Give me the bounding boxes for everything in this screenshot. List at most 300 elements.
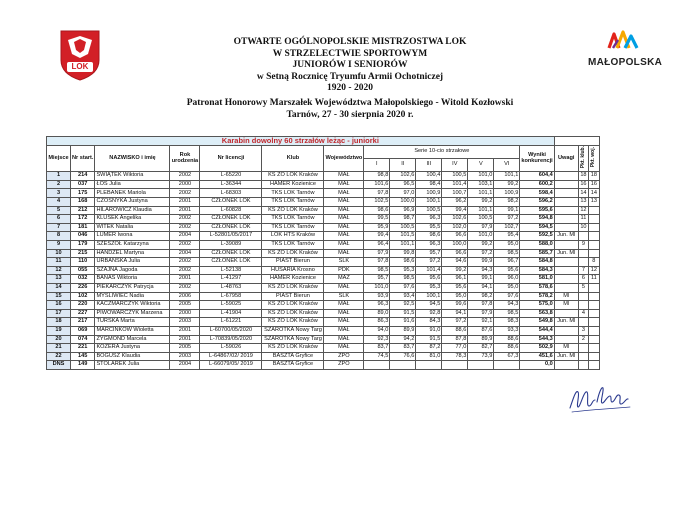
year-cell: 2002 (170, 215, 200, 224)
place-cell: 15 (47, 292, 71, 301)
series-cell: 99,2 (468, 198, 494, 207)
year-cell: 2000 (170, 309, 200, 318)
series-cell: 83,7 (390, 344, 416, 353)
series-cell: 98,6 (364, 206, 390, 215)
result-cell: 592,5 (520, 232, 554, 241)
club-cell: TKS LOK Tarnów (262, 223, 324, 232)
notes-cell: Ml (554, 301, 578, 310)
series-cell: 99,8 (390, 249, 416, 258)
start-no-cell: 215 (71, 249, 95, 258)
club-cell: KS ZO LOK Kraków (262, 249, 324, 258)
table-row (47, 215, 600, 224)
notes-cell: Jun. Ml (554, 232, 578, 241)
club-cell: SZAROTKA Nowy Targ (262, 326, 324, 335)
club-cell: KS ZO LOK Kraków (262, 344, 324, 353)
year-cell: 2001 (170, 198, 200, 207)
license-cell: CZŁONEK LOK (200, 223, 262, 232)
name-cell: KACZMARCZYK Wiktoria (95, 301, 170, 310)
series-cell: 88,6 (494, 335, 520, 344)
start-no-cell: 227 (71, 309, 95, 318)
table-row (47, 223, 600, 232)
series-cell: 100,4 (416, 172, 442, 181)
year-cell: 2004 (170, 232, 200, 241)
series-cell: 77,0 (442, 344, 468, 353)
series-cell: 98,5 (494, 249, 520, 258)
series-cell: 100,5 (442, 172, 468, 181)
place-cell: 21 (47, 344, 71, 353)
pkt-klub-cell: 13 (578, 198, 588, 207)
name-cell: KOZERA Justyna (95, 344, 170, 353)
col-pkt-woj: Pkt. woj. (589, 145, 599, 172)
voivodeship-cell: MAŁ (324, 335, 364, 344)
col-notes: Uwagi (554, 145, 578, 172)
series-cell: 97,9 (468, 223, 494, 232)
title-line-3: JUNIORÓW I SENIORÓW (292, 60, 408, 70)
name-cell: ZYGMOND Marcela (95, 335, 170, 344)
result-cell: 0,0 (520, 361, 554, 370)
name-cell: HILAROWICZ Klaudia (95, 206, 170, 215)
series-cell: 67,3 (494, 352, 520, 361)
license-cell: CZŁONEK LOK (200, 249, 262, 258)
notes-cell (554, 326, 578, 335)
year-cell: 2001 (170, 275, 200, 284)
place-cell: 14 (47, 283, 71, 292)
series-cell: 83,7 (364, 344, 390, 353)
series-cell: 97,9 (468, 309, 494, 318)
club-cell: LOK HTS Kraków (262, 232, 324, 241)
series-cell: 94,1 (442, 309, 468, 318)
year-cell: 2002 (170, 283, 200, 292)
pkt-klub-cell (578, 258, 588, 267)
name-cell: URBAŃSKA Julia (95, 258, 170, 267)
name-cell: ŁOŚ Julia (95, 180, 170, 189)
notes-cell (554, 258, 578, 267)
license-cell: L-48763 (200, 283, 262, 292)
series-cell: 98,6 (416, 232, 442, 241)
name-cell: KLUSEK Angelika (95, 215, 170, 224)
club-cell: TKS LOK Tarnów (262, 215, 324, 224)
voivodeship-cell: MAŁ (324, 172, 364, 181)
series-cell: 100,1 (416, 292, 442, 301)
notes-cell: Jun. Ml (554, 318, 578, 327)
series-cell: 89,0 (364, 309, 390, 318)
series-cell: 97,8 (364, 189, 390, 198)
pkt-woj-cell (589, 301, 599, 310)
series-cell: 100,9 (416, 189, 442, 198)
header-row-1 (47, 145, 600, 158)
result-cell: 598,4 (520, 189, 554, 198)
name-cell: PIEKARCZYK Patrycja (95, 283, 170, 292)
year-cell: 2002 (170, 189, 200, 198)
table-title-row (47, 137, 600, 146)
voivodeship-cell: MAŁ (324, 223, 364, 232)
club-cell: HAMER Kozienice (262, 180, 324, 189)
pkt-woj-cell: 14 (589, 189, 599, 198)
notes-cell: Jun. Ml (554, 352, 578, 361)
name-cell: PLEBANEK Mariola (95, 189, 170, 198)
pkt-woj-cell (589, 352, 599, 361)
club-cell: KS ZO LOK Kraków (262, 301, 324, 310)
series-cell: 91,5 (390, 309, 416, 318)
result-cell: 604,4 (520, 172, 554, 181)
series-cell: 98,2 (494, 198, 520, 207)
result-cell: 596,2 (520, 198, 554, 207)
start-no-cell: 168 (71, 198, 95, 207)
place-cell: 12 (47, 266, 71, 275)
voivodeship-cell: MAŁ (324, 301, 364, 310)
place-cell: 5 (47, 206, 71, 215)
result-cell: 451,6 (520, 352, 554, 361)
series-cell: 87,8 (442, 335, 468, 344)
col-series-3: III (416, 158, 442, 171)
series-cell: 76,6 (390, 352, 416, 361)
pkt-woj-cell (589, 215, 599, 224)
series-cell: 100,5 (416, 206, 442, 215)
series-cell (494, 361, 520, 370)
result-cell: 544,4 (520, 326, 554, 335)
voivodeship-cell: MAŁ (324, 249, 364, 258)
start-no-cell: 110 (71, 258, 95, 267)
notes-cell (554, 266, 578, 275)
series-cell: 92,1 (468, 318, 494, 327)
pkt-klub-cell: 3 (578, 326, 588, 335)
name-cell: HANDZEL Martyna (95, 249, 170, 258)
table-row (47, 198, 600, 207)
col-pkt-klub: Pkt. klub. (578, 145, 588, 172)
year-cell: 2001 (170, 206, 200, 215)
voivodeship-cell: MAŁ (324, 283, 364, 292)
name-cell: ŚWIĄTEK Wiktoria (95, 172, 170, 181)
pkt-klub-cell (578, 232, 588, 241)
table-row (47, 326, 600, 335)
col-start-no: Nr start. (71, 145, 95, 172)
series-cell: 101,4 (442, 180, 468, 189)
result-cell: 594,5 (520, 223, 554, 232)
series-cell: 95,9 (364, 223, 390, 232)
club-cell: KS ZO LOK Kraków (262, 309, 324, 318)
place-cell: 9 (47, 240, 71, 249)
pkt-woj-cell: 12 (589, 266, 599, 275)
series-cell (364, 361, 390, 370)
notes-cell (554, 180, 578, 189)
series-cell: 98,8 (364, 172, 390, 181)
series-cell: 92,8 (416, 309, 442, 318)
series-cell: 94,6 (442, 258, 468, 267)
voivodeship-cell: MAŁ (324, 206, 364, 215)
series-cell: 84,3 (416, 318, 442, 327)
notes-cell (554, 189, 578, 198)
series-cell: 95,3 (390, 266, 416, 275)
voivodeship-cell: MAŁ (324, 189, 364, 198)
series-cell: 78,3 (442, 352, 468, 361)
series-cell: 86,3 (364, 318, 390, 327)
series-cell: 91,5 (416, 335, 442, 344)
notes-cell (554, 215, 578, 224)
series-cell: 97,6 (390, 283, 416, 292)
start-no-cell: 055 (71, 266, 95, 275)
start-no-cell: 102 (71, 292, 95, 301)
place-cell: 1 (47, 172, 71, 181)
series-cell: 96,2 (442, 198, 468, 207)
series-cell: 95,0 (494, 240, 520, 249)
series-cell: 102,7 (494, 223, 520, 232)
name-cell: PIWOWARCZYK Marzena (95, 309, 170, 318)
pkt-klub-cell: 11 (578, 215, 588, 224)
pkt-klub-cell (578, 318, 588, 327)
year-cell: 2003 (170, 352, 200, 361)
year-cell: 2001 (170, 335, 200, 344)
table-row (47, 309, 600, 318)
start-no-cell: 179 (71, 240, 95, 249)
series-cell: 102,6 (442, 215, 468, 224)
series-cell: 98,4 (416, 180, 442, 189)
series-cell: 101,5 (390, 232, 416, 241)
start-no-cell: 217 (71, 318, 95, 327)
title-line-4: w Setną Rocznicę Tryumfu Armii Ochotniczej (256, 71, 444, 82)
series-cell: 102,0 (442, 223, 468, 232)
pkt-klub-cell: 6 (578, 275, 588, 284)
series-cell: 89,9 (390, 326, 416, 335)
series-cell: 99,4 (364, 232, 390, 241)
series-cell: 95,7 (416, 249, 442, 258)
name-cell: MYŚLIWIEC Nadia (95, 292, 170, 301)
result-cell: 594,8 (520, 215, 554, 224)
series-cell: 98,7 (390, 215, 416, 224)
table-row (47, 180, 600, 189)
start-no-cell: 149 (71, 361, 95, 370)
pkt-woj-cell (589, 361, 599, 370)
notes-cell (554, 223, 578, 232)
table-row (47, 240, 600, 249)
pkt-klub-cell: 2 (578, 335, 588, 344)
club-cell: TKS LOK Tarnów (262, 189, 324, 198)
result-cell: 575,0 (520, 301, 554, 310)
series-cell: 97,2 (442, 318, 468, 327)
series-cell: 94,2 (390, 335, 416, 344)
pkt-klub-cell: 16 (578, 180, 588, 189)
club-cell: BASZTA Gryfice (262, 352, 324, 361)
series-cell: 100,7 (442, 189, 468, 198)
start-no-cell: 074 (71, 335, 95, 344)
voivodeship-cell: PDK (324, 266, 364, 275)
series-cell: 88,6 (442, 326, 468, 335)
patronage-block (150, 97, 550, 121)
club-cell: BASZTA Gryfice (262, 361, 324, 370)
series-cell: 96,0 (494, 275, 520, 284)
pkt-woj-cell (589, 232, 599, 241)
series-cell (468, 361, 494, 370)
series-cell: 97,0 (390, 189, 416, 198)
col-license: Nr licencji (200, 145, 262, 172)
series-cell (442, 361, 468, 370)
club-cell: PIAST Bierun (262, 258, 324, 267)
club-cell: SZAROTKA Nowy Targ (262, 335, 324, 344)
col-place: Miejsce (47, 145, 71, 172)
table-row (47, 189, 600, 198)
pkt-klub-cell (578, 301, 588, 310)
pkt-woj-cell: 8 (589, 258, 599, 267)
series-cell: 81,0 (416, 352, 442, 361)
malopolska-mountains-icon (603, 28, 643, 50)
result-cell: 588,0 (520, 240, 554, 249)
place-cell: 8 (47, 232, 71, 241)
series-cell (416, 361, 442, 370)
voivodeship-cell: ZPO (324, 352, 364, 361)
series-cell: 91,0 (416, 326, 442, 335)
table-row (47, 249, 600, 258)
license-cell: L-36344 (200, 180, 262, 189)
license-cell: L-59025 (200, 301, 262, 310)
pkt-klub-cell: 7 (578, 266, 588, 275)
table-row (47, 344, 600, 353)
lok-logo (58, 28, 102, 82)
pkt-woj-cell (589, 223, 599, 232)
col-series-2: II (390, 158, 416, 171)
series-cell: 94,1 (468, 283, 494, 292)
name-cell: MARCINKÓW Wioletta (95, 326, 170, 335)
start-no-cell: 069 (71, 326, 95, 335)
pkt-woj-cell: 13 (589, 198, 599, 207)
pkt-klub-cell: 12 (578, 206, 588, 215)
pkt-woj-cell (589, 292, 599, 301)
series-cell: 94,5 (416, 301, 442, 310)
series-cell: 92,5 (390, 301, 416, 310)
club-cell: HAMER Kozienice (262, 275, 324, 284)
notes-cell: Ml (554, 292, 578, 301)
club-cell: TKS LOK Tarnów (262, 198, 324, 207)
place-cell: 13 (47, 275, 71, 284)
name-cell: STOLAREK Julia (95, 361, 170, 370)
results-table (46, 136, 600, 370)
start-no-cell: 220 (71, 301, 95, 310)
license-cell: CZŁONEK LOK (200, 215, 262, 224)
place-cell: 4 (47, 198, 71, 207)
notes-cell (554, 361, 578, 370)
voivodeship-cell: MAŁ (324, 309, 364, 318)
series-cell: 101,1 (468, 189, 494, 198)
result-cell: 584,8 (520, 258, 554, 267)
series-cell: 96,9 (390, 206, 416, 215)
result-cell: 549,8 (520, 318, 554, 327)
year-cell: 2002 (170, 266, 200, 275)
series-cell: 96,1 (442, 275, 468, 284)
result-cell: 584,3 (520, 266, 554, 275)
place-cell: 17 (47, 309, 71, 318)
title-line-1: OTWARTE OGÓLNOPOLSKIE MISTRZOSTWA LOK (233, 37, 467, 47)
name-cell: LUMER Iwona (95, 232, 170, 241)
pkt-klub-cell (578, 352, 588, 361)
voivodeship-cell: MAŁ (324, 180, 364, 189)
place-cell: 16 (47, 301, 71, 310)
series-cell: 91,6 (390, 318, 416, 327)
series-cell: 97,2 (416, 258, 442, 267)
col-voivodeship: Województwo (324, 145, 364, 172)
table-row (47, 352, 600, 361)
pkt-woj-cell (589, 283, 599, 292)
start-no-cell: 145 (71, 352, 95, 361)
series-cell: 74,5 (364, 352, 390, 361)
license-cell: CZŁONEK LOK (200, 258, 262, 267)
pkt-woj-cell (589, 344, 599, 353)
series-cell: 88,6 (494, 344, 520, 353)
name-cell: SZAJNA Jagoda (95, 266, 170, 275)
series-cell: 96,3 (416, 215, 442, 224)
pkt-klub-cell (578, 361, 588, 370)
year-cell: 2004 (170, 361, 200, 370)
series-cell: 103,1 (468, 180, 494, 189)
series-cell: 92,3 (364, 335, 390, 344)
year-cell: 2002 (170, 258, 200, 267)
series-cell: 98,2 (468, 292, 494, 301)
series-cell: 99,1 (468, 275, 494, 284)
series-cell: 96,6 (442, 249, 468, 258)
pkt-woj-cell: 11 (589, 275, 599, 284)
license-cell: L-59026 (200, 344, 262, 353)
voivodeship-cell: ŚLK (324, 258, 364, 267)
series-cell: 82,7 (468, 344, 494, 353)
pkt-klub-cell (578, 292, 588, 301)
place-cell: 22 (47, 352, 71, 361)
name-cell: SZESZOŁ Katarzyna (95, 240, 170, 249)
series-cell: 101,6 (364, 180, 390, 189)
series-cell: 99,1 (494, 206, 520, 215)
place-cell: 11 (47, 258, 71, 267)
notes-cell: Ml (554, 344, 578, 353)
series-cell: 94,3 (468, 266, 494, 275)
notes-cell (554, 240, 578, 249)
series-cell: 96,6 (442, 232, 468, 241)
place-cell: 20 (47, 335, 71, 344)
start-no-cell: 214 (71, 172, 95, 181)
notes-cell (554, 275, 578, 284)
voivodeship-cell: ZPO (324, 361, 364, 370)
pkt-klub-cell: 10 (578, 223, 588, 232)
notes-cell (554, 283, 578, 292)
table-row (47, 232, 600, 241)
table-row (47, 283, 600, 292)
start-no-cell: 172 (71, 215, 95, 224)
place-cell: 2 (47, 180, 71, 189)
place-cell: 6 (47, 215, 71, 224)
notes-cell (554, 172, 578, 181)
license-cell: L-61221 (200, 318, 262, 327)
series-cell: 97,6 (494, 292, 520, 301)
voivodeship-cell: MAŁ (324, 344, 364, 353)
pkt-woj-cell: 18 (589, 172, 599, 181)
series-cell: 100,0 (442, 240, 468, 249)
patron-line: Patronat Honorowy Marszałek Województwa Małopolskiego - Witold Kozłowski (186, 98, 514, 108)
license-cell: L-68303 (200, 189, 262, 198)
event-title (150, 37, 550, 95)
result-cell: 595,6 (520, 206, 554, 215)
series-cell: 73,9 (468, 352, 494, 361)
result-cell: 578,6 (520, 283, 554, 292)
series-cell: 99,6 (442, 301, 468, 310)
malopolska-logo (588, 28, 663, 70)
start-no-cell: 046 (71, 232, 95, 241)
result-cell: 544,3 (520, 335, 554, 344)
series-cell: 101,1 (494, 172, 520, 181)
license-cell: L-64867/02/ 2019 (200, 352, 262, 361)
pkt-woj-cell: 16 (589, 180, 599, 189)
year-cell: 2002 (170, 240, 200, 249)
series-cell: 99,2 (442, 266, 468, 275)
series-cell: 100,5 (468, 215, 494, 224)
result-cell: 578,2 (520, 292, 554, 301)
notes-cell (554, 206, 578, 215)
pkt-klub-cell: 18 (578, 172, 588, 181)
col-club: Klub (262, 145, 324, 172)
